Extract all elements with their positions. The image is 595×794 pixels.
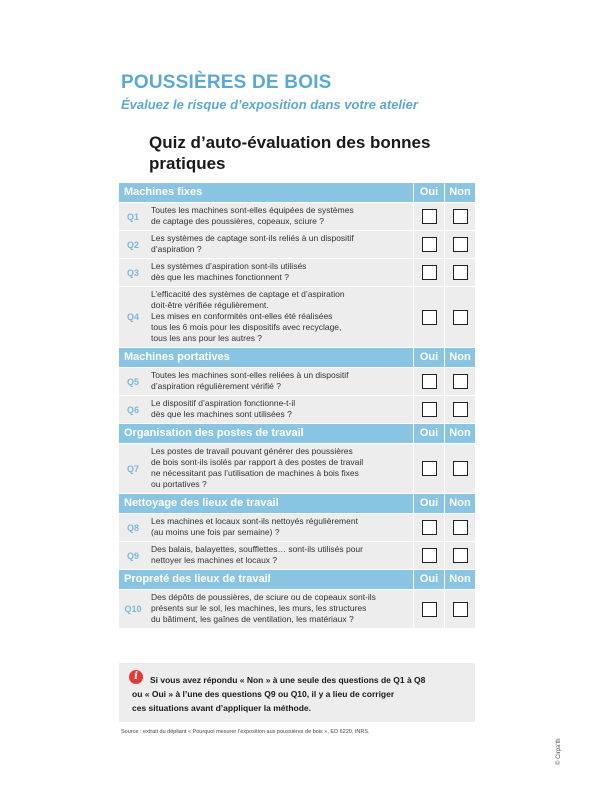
question-text-line: Toutes les machines sont-elles reliées à un dispositif	[151, 370, 349, 380]
question-number: Q4	[126, 312, 139, 322]
question-text-line: du bâtiment, les gaînes de ventilation, les matériaux ?	[151, 614, 354, 624]
checkbox-oui[interactable]	[422, 310, 437, 325]
section-title: Propreté des lieux de travail	[124, 573, 271, 585]
question-text-line: dès que les machines sont utilisées ?	[151, 409, 292, 419]
question-row	[119, 203, 475, 230]
quiz-title-line: pratiques	[149, 154, 226, 173]
answer-cell-oui	[413, 542, 444, 569]
question-row	[119, 259, 475, 286]
question-text	[147, 259, 413, 286]
section-title: Nettoyage des lieux de travail	[124, 497, 279, 509]
question-text-line: ne nécessitant pas l’utilisation de machines à bois fixes	[151, 468, 359, 478]
answer-cell-non	[444, 231, 475, 258]
column-header-oui: Oui	[413, 570, 444, 589]
question-text-line: tous les ans pour les autres ?	[151, 333, 263, 343]
question-text-line: L’efficacité des systèmes de captage et d’aspiration	[151, 289, 345, 299]
question-text-line: Les systèmes de captage sont-ils reliés à un dispositif	[151, 233, 354, 243]
question-text	[147, 590, 413, 628]
section-header	[119, 570, 475, 589]
note-line: Si vous avez répondu « Non » à une seule des questions de Q1 à Q8	[150, 675, 426, 685]
answer-cell-non	[444, 287, 475, 347]
question-text	[147, 444, 413, 493]
checkbox-non[interactable]	[453, 265, 468, 280]
answer-cell-non	[444, 542, 475, 569]
checkbox-oui[interactable]	[422, 461, 437, 476]
column-header-non: Non	[444, 494, 475, 513]
question-number: Q8	[126, 522, 139, 533]
note-line: ou « Oui » à l’une des questions Q9 ou Q10, il y a lieu de corriger	[132, 689, 395, 699]
note-line: ces situations avant d’appliquer la méthode.	[132, 703, 312, 713]
checkbox-non[interactable]	[453, 209, 468, 224]
answer-cell-non	[444, 514, 475, 541]
checkbox-non[interactable]	[453, 520, 468, 535]
question-row	[119, 514, 475, 541]
answer-cell-non	[444, 444, 475, 493]
answer-cell-oui	[413, 396, 444, 423]
question-text-line: Le dispositif d’aspiration fonctionne-t-il	[151, 398, 296, 408]
column-header-oui: Oui	[413, 424, 444, 443]
answer-cell-oui	[413, 514, 444, 541]
quiz-title-line: Quiz d’auto-évaluation des bonnes	[149, 133, 431, 152]
question-row	[119, 542, 475, 569]
checkbox-non[interactable]	[453, 310, 468, 325]
question-number: Q7	[126, 463, 139, 474]
checkbox-non[interactable]	[453, 374, 468, 389]
quiz-table	[119, 182, 475, 628]
question-number: Q2	[126, 239, 139, 250]
question-text-line: Les mises en conformités ont-elles été réalisées	[151, 311, 333, 321]
question-text	[147, 542, 413, 569]
answer-cell-oui	[413, 287, 444, 347]
checkbox-non[interactable]	[453, 548, 468, 563]
question-row	[119, 590, 475, 628]
quiz-title	[149, 132, 469, 174]
column-header-oui: Oui	[413, 183, 444, 202]
question-row	[119, 368, 475, 395]
question-text-line: Des balais, balayettes, soufflettes… sont-ils utilisés pour	[151, 544, 363, 554]
answer-cell-oui	[413, 231, 444, 258]
section-header	[119, 348, 475, 367]
question-text-line: doit-être vérifiée régulièrement.	[151, 300, 269, 310]
section-header	[119, 494, 475, 513]
checkbox-oui[interactable]	[422, 520, 437, 535]
column-header-non: Non	[444, 424, 475, 443]
question-text-line: présents sur le sol, les machines, les murs, les structures	[151, 603, 367, 613]
question-text	[147, 287, 413, 347]
answer-cell-oui	[413, 203, 444, 230]
info-icon: i	[129, 670, 143, 684]
question-text	[147, 514, 413, 541]
checkbox-non[interactable]	[453, 602, 468, 617]
question-text	[147, 396, 413, 423]
question-number: Q6	[126, 404, 139, 415]
checkbox-non[interactable]	[453, 461, 468, 476]
answer-cell-oui	[413, 259, 444, 286]
checkbox-oui[interactable]	[422, 209, 437, 224]
warning-note	[119, 663, 475, 722]
question-text-line: de captage des poussières, copeaux, sciure ?	[151, 216, 324, 226]
checkbox-non[interactable]	[453, 402, 468, 417]
question-number: Q3	[126, 267, 139, 278]
section-title: Organisation des postes de travail	[124, 427, 304, 439]
question-text-line: (au moins une fois par semaine) ?	[151, 527, 280, 537]
question-row	[119, 231, 475, 258]
question-text	[147, 368, 413, 395]
document-subtitle: Évaluez le risque d’exposition dans votre atelier	[121, 97, 418, 112]
column-header-oui: Oui	[413, 494, 444, 513]
answer-cell-non	[444, 368, 475, 395]
answer-cell-non	[444, 203, 475, 230]
question-number: Q10	[124, 604, 142, 614]
section-header	[119, 183, 475, 202]
photo-credit: © Cirpa'th	[556, 738, 562, 765]
question-text-line: d’aspiration ?	[151, 244, 202, 254]
question-text-line: dès que les machines fonctionnent ?	[151, 272, 289, 282]
checkbox-non[interactable]	[453, 237, 468, 252]
question-text-line: d’aspiration régulièrement vérifié ?	[151, 381, 281, 391]
question-text-line: ou portatives ?	[151, 479, 207, 489]
question-text-line: tous les 6 mois pour les dispositifs avec recyclage,	[151, 322, 342, 332]
column-header-non: Non	[444, 183, 475, 202]
column-header-non: Non	[444, 348, 475, 367]
checkbox-oui[interactable]	[422, 602, 437, 617]
question-text-line: Les machines et locaux sont-ils nettoyés régulièrement	[151, 516, 358, 526]
answer-cell-non	[444, 259, 475, 286]
answer-cell-oui	[413, 444, 444, 493]
question-number: Q1	[126, 211, 139, 222]
checkbox-oui[interactable]	[422, 548, 437, 563]
answer-cell-oui	[413, 368, 444, 395]
source-citation: Source : extrait du dépliant « Pourquoi mesurer l’exposition aux poussières de bois », ED 6220, INRS.	[121, 729, 370, 735]
checkbox-oui[interactable]	[422, 374, 437, 389]
question-text-line: nettoyer les machines et locaux ?	[151, 555, 278, 565]
question-text	[147, 203, 413, 230]
section-header	[119, 424, 475, 443]
question-text-line: Des dépôts de poussières, de sciure ou de copeaux sont-ils	[151, 592, 376, 602]
answer-cell-oui	[413, 590, 444, 628]
section-title: Machines portatives	[124, 351, 230, 363]
question-text	[147, 231, 413, 258]
question-number: Q9	[126, 550, 139, 561]
column-header-oui: Oui	[413, 348, 444, 367]
question-text-line: de bois sont-ils isolés par rapport à des postes de travail	[151, 457, 364, 467]
question-row	[119, 444, 475, 493]
checkbox-oui[interactable]	[422, 402, 437, 417]
question-row	[119, 396, 475, 423]
checkbox-oui[interactable]	[422, 237, 437, 252]
section-title: Machines fixes	[124, 186, 203, 198]
document-title: POUSSIÈRES DE BOIS	[121, 72, 332, 93]
question-number: Q5	[126, 376, 139, 387]
question-row	[119, 287, 475, 347]
question-text-line: Toutes les machines sont-elles équipées de systèmes	[151, 205, 354, 215]
question-text-line: Les systèmes d’aspiration sont-ils utilisés	[151, 261, 307, 271]
column-header-non: Non	[444, 570, 475, 589]
answer-cell-non	[444, 590, 475, 628]
checkbox-oui[interactable]	[422, 265, 437, 280]
question-text-line: Les postes de travail pouvant générer des poussières	[151, 446, 353, 456]
answer-cell-non	[444, 396, 475, 423]
